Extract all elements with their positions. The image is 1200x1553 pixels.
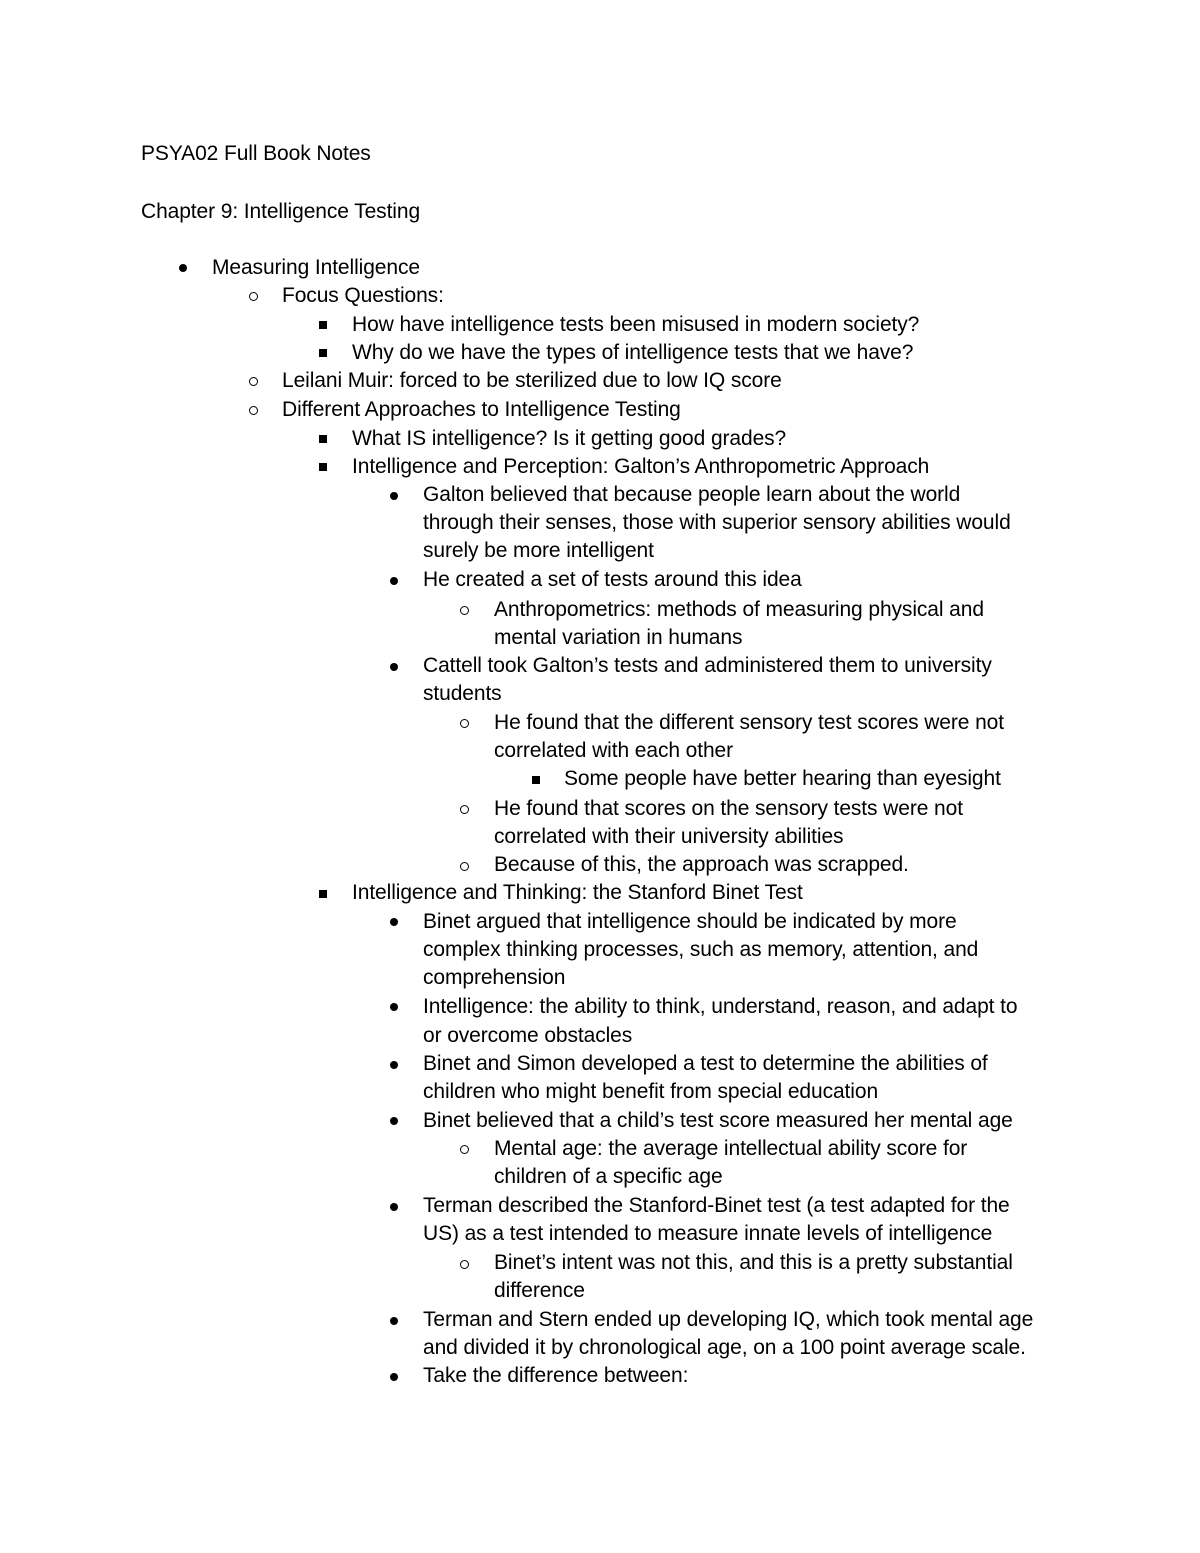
list-item-continuation: correlated with their university abilities [494, 825, 844, 848]
list-item-continuation: mental variation in humans [494, 626, 743, 649]
list-item-continuation: comprehension [423, 966, 566, 989]
bullet-disc-icon [390, 918, 398, 926]
list-item: He created a set of tests around this idea [423, 568, 802, 591]
chapter-heading: Chapter 9: Intelligence Testing [141, 200, 421, 223]
bullet-disc-icon [390, 1003, 398, 1011]
bullet-circle-icon [460, 1260, 469, 1269]
bullet-square-icon [319, 890, 327, 898]
list-item: Leilani Muir: forced to be sterilized due to low IQ score [282, 369, 782, 392]
list-item: What IS intelligence? Is it getting good grades? [352, 427, 787, 450]
bullet-disc-icon [390, 1061, 398, 1069]
list-item: Different Approaches to Intelligence Testing [282, 398, 681, 421]
list-item: Binet argued that intelligence should be indicated by more [423, 910, 957, 933]
bullet-disc-icon [390, 663, 398, 671]
list-item-continuation: children of a specific age [494, 1165, 723, 1188]
bullet-circle-icon [249, 377, 258, 386]
list-item: How have intelligence tests been misused in modern society? [352, 313, 920, 336]
list-item-continuation: correlated with each other [494, 739, 734, 762]
bullet-square-icon [319, 463, 327, 471]
list-item: He found that the different sensory test scores were not [494, 711, 1004, 734]
bullet-square-icon [319, 435, 327, 443]
bullet-disc-icon [390, 1203, 398, 1211]
list-item: Galton believed that because people learn about the world [423, 483, 961, 506]
list-item-continuation: complex thinking processes, such as memory, attention, and [423, 938, 979, 961]
list-item: Anthropometrics: methods of measuring physical and [494, 598, 984, 621]
list-item: Take the difference between: [423, 1364, 689, 1387]
bullet-circle-icon [460, 862, 469, 871]
list-item: Focus Questions: [282, 284, 444, 307]
bullet-circle-icon [460, 719, 469, 728]
bullet-disc-icon [390, 492, 398, 500]
list-item: Intelligence and Thinking: the Stanford Binet Test [352, 881, 803, 904]
bullet-circle-icon [460, 805, 469, 814]
list-item-continuation: difference [494, 1279, 585, 1302]
bullet-circle-icon [460, 1145, 469, 1154]
bullet-circle-icon [249, 292, 258, 301]
bullet-square-icon [532, 776, 540, 784]
list-item-continuation: students [423, 682, 502, 705]
list-item-continuation: through their senses, those with superior sensory abilities would [423, 511, 1011, 534]
bullet-disc-icon [390, 1117, 398, 1125]
list-item: Binet believed that a child’s test score measured her mental age [423, 1109, 1013, 1132]
document-title: PSYA02 Full Book Notes [141, 142, 371, 165]
list-item-continuation: and divided it by chronological age, on a 100 point average scale. [423, 1336, 1026, 1359]
list-item: Intelligence and Perception: Galton’s Anthropometric Approach [352, 455, 930, 478]
list-item: Intelligence: the ability to think, understand, reason, and adapt to [423, 995, 1018, 1018]
list-item: Some people have better hearing than eyesight [564, 767, 1001, 790]
list-item: He found that scores on the sensory tests were not [494, 797, 963, 820]
list-item: Measuring Intelligence [212, 256, 420, 279]
bullet-disc-icon [390, 577, 398, 585]
list-item-continuation: children who might benefit from special education [423, 1080, 879, 1103]
list-item-continuation: US) as a test intended to measure innate levels of intelligence [423, 1222, 993, 1245]
list-item-continuation: or overcome obstacles [423, 1024, 633, 1047]
bullet-disc-icon [390, 1373, 398, 1381]
bullet-square-icon [319, 321, 327, 329]
bullet-disc-icon [390, 1317, 398, 1325]
list-item: Why do we have the types of intelligence tests that we have? [352, 341, 914, 364]
list-item: Cattell took Galton’s tests and administered them to university [423, 654, 992, 677]
list-item: Binet and Simon developed a test to determine the abilities of [423, 1052, 988, 1075]
list-item: Terman described the Stanford-Binet test (a test adapted for the [423, 1194, 1010, 1217]
list-item: Mental age: the average intellectual ability score for [494, 1137, 968, 1160]
bullet-circle-icon [460, 606, 469, 615]
bullet-square-icon [319, 349, 327, 357]
list-item: Binet’s intent was not this, and this is a pretty substantial [494, 1251, 1013, 1274]
bullet-circle-icon [249, 406, 258, 415]
list-item: Terman and Stern ended up developing IQ, which took mental age [423, 1308, 1034, 1331]
bullet-disc-icon [179, 264, 187, 272]
list-item: Because of this, the approach was scrapped. [494, 853, 909, 876]
list-item-continuation: surely be more intelligent [423, 539, 654, 562]
